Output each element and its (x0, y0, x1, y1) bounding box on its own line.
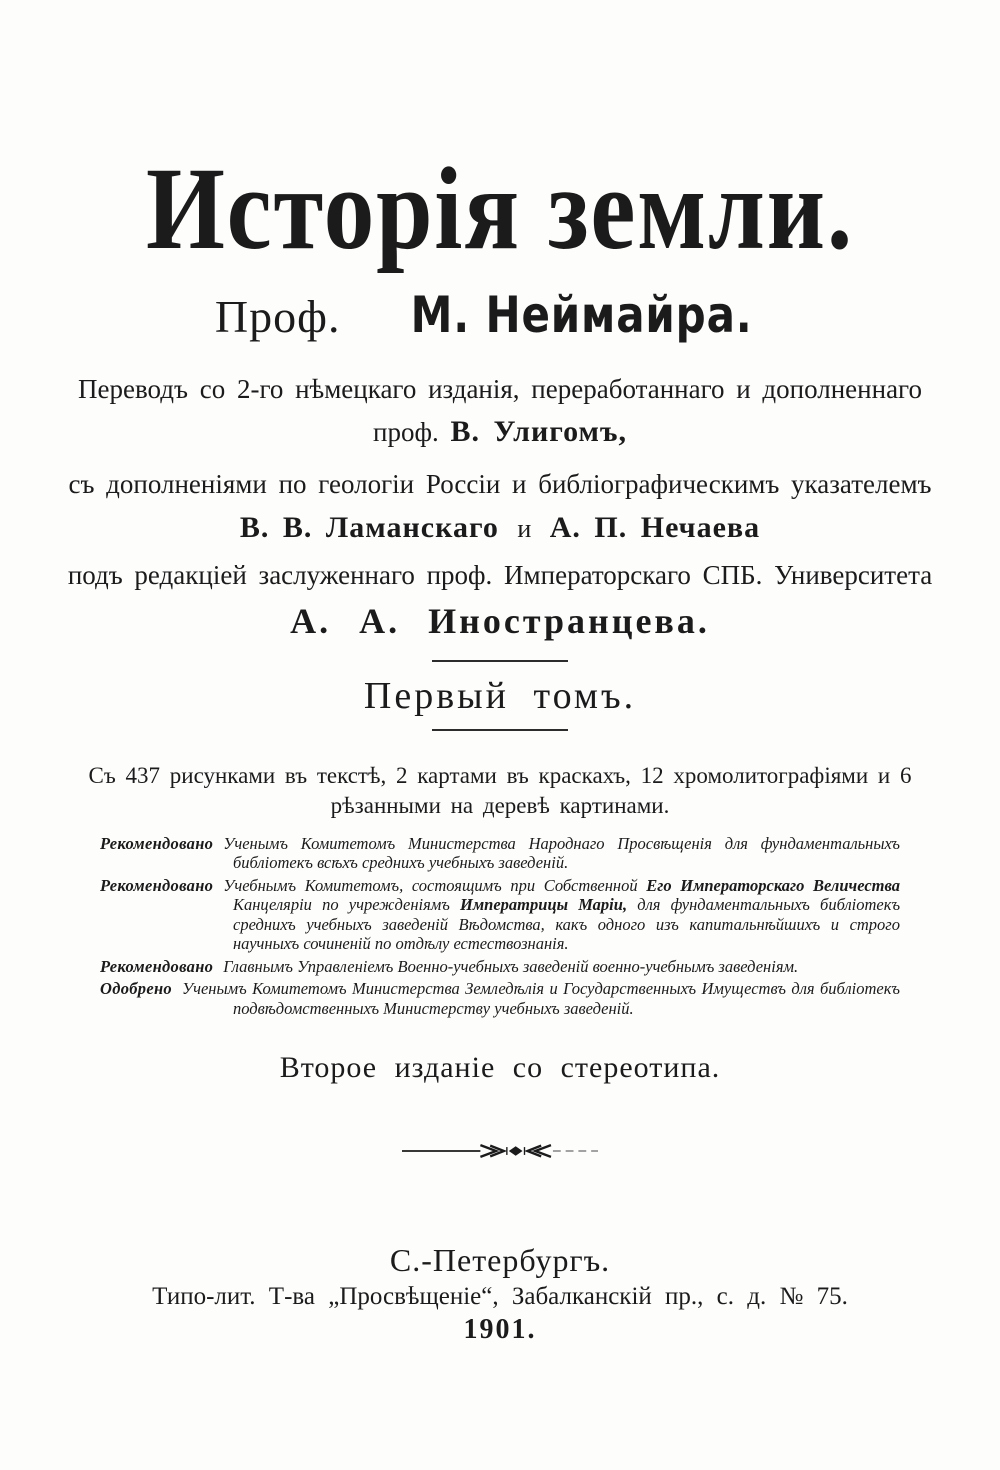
translation-note: Переводъ со 2-го нѣмецкаго изданія, переработаннаго и дополненнаго (78, 374, 922, 404)
endorsement-text: Канцеляріи по учрежденіямъ (233, 895, 461, 915)
endorsement-text: Императрицы Маріи, (460, 895, 628, 915)
supplement-author-2: А. П. Нечаева (549, 510, 761, 544)
endorsements-block (100, 834, 900, 1019)
endorsement-text: Ученымъ Комитетомъ Министерства Земледѣлія и Государственныхъ Имуществъ для библіотекъ подвѣдомственныхъ Министерству учебныхъ заведеній. (181, 979, 900, 1018)
endorsement-text: Его Императорскаго Величества (646, 875, 900, 895)
translator-line (0, 414, 1000, 450)
endorsement-label: Одобрено (100, 979, 172, 999)
endorsement-entry (100, 979, 900, 1018)
illustrations-note: Съ 437 рисунками въ текстѣ, 2 картами въ краскахъ, 12 хромолитографіями и 6 рѣзанными на деревѣ картинами. (88, 762, 912, 819)
editor-name: А. А. Иностранцева. (290, 601, 710, 642)
section-divider (0, 1142, 1000, 1160)
volume-label: Первый томъ. (363, 675, 637, 718)
editorial-note: подъ редакціей заслуженнаго проф. Императорскаго СПБ. Университета (67, 559, 933, 590)
book-title: Исторія земли. (146, 143, 854, 274)
edition-note: Второе изданіе со стереотипа. (279, 1051, 721, 1085)
endorsement-text: Главнымъ Управленіемъ Военно-учебныхъ заведеній военно-учебнымъ заведеніям. (223, 956, 799, 976)
supplement-authors (0, 510, 1000, 546)
endorsement-text: для фундаментальныхъ библіотекъ среднихъ учебныхъ заведеній Вѣдомства, какъ одного изъ капитальнѣйшихъ и строго научныхъ сочиненій по отдѣлу естествознанія. (233, 895, 901, 954)
supplement-note: съ дополненіями по геологіи Россіи и библіографическимъ указателемъ (68, 469, 932, 500)
author-line (0, 288, 1000, 343)
endorsement-entry (100, 876, 900, 954)
arrow-diamond-ornament-icon (402, 1142, 598, 1160)
endorsement-text: Учебнымъ Комитетомъ, состоящимъ при Собственной (223, 875, 647, 895)
endorsement-label: Рекомендовано (100, 875, 214, 895)
endorsement-text: Ученымъ Комитетомъ Министерства Народнаго Просвѣщенія для фундаментальныхъ библіотекъ всѣхъ среднихъ учебныхъ заведеній. (223, 833, 900, 873)
endorsement-label: Рекомендовано (100, 833, 214, 853)
separator-rule-top (432, 660, 568, 662)
author-name: М. Неймайра. (410, 286, 753, 344)
imprint-city: С.-Петербургъ. (389, 1242, 611, 1279)
supplement-author-1: В. В. Ламанскаго (239, 510, 499, 544)
translator-name: В. Улигомъ, (450, 415, 627, 449)
conjunction: и (517, 513, 532, 543)
author-prefix: Проф. (214, 291, 341, 342)
endorsement-entry (100, 834, 900, 873)
imprint-year: 1901. (463, 1313, 537, 1345)
separator-rule-bottom (432, 729, 568, 731)
endorsement-entry (100, 957, 900, 977)
imprint-publisher: Типо-лит. Т-ва „Просвѣщеніе“, Забалканскій пр., с. д. № 75. (152, 1282, 848, 1310)
endorsement-label: Рекомендовано (100, 956, 214, 976)
translator-prefix: проф. (373, 417, 439, 448)
